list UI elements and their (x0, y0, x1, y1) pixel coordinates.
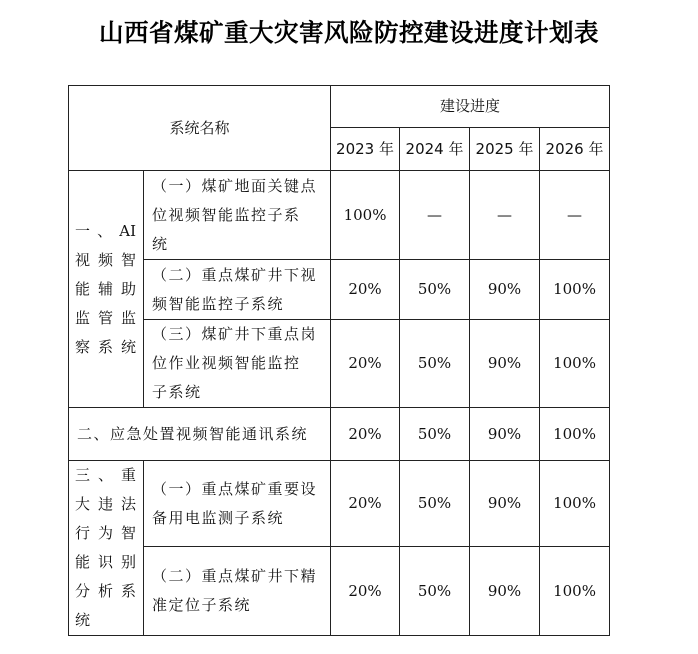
progress-value: 90% (470, 408, 540, 461)
year-header: 2025 年 (470, 128, 540, 171)
progress-value: — (400, 171, 470, 260)
category-line: 三、重 (75, 466, 136, 484)
system-name-cell: 二、应急处置视频智能通讯系统 (69, 408, 331, 461)
progress-value: 20% (331, 408, 400, 461)
table-row (69, 260, 610, 320)
category-line: 能辅助 (75, 279, 136, 298)
progress-value: 20% (331, 547, 400, 636)
category-line: 察系统 (75, 337, 136, 356)
document-title: 山西省煤矿重大灾害风险防控建设进度计划表 (99, 18, 599, 47)
subsystem-line: 位视频智能监控子系 (152, 205, 301, 224)
subsystem-line: 准定位子系统 (152, 596, 252, 614)
progress-plan-table (68, 85, 610, 636)
subsystem-line: 位作业视频智能监控 (152, 354, 301, 372)
subsystem-cell (144, 171, 331, 260)
progress-value: — (540, 171, 610, 260)
progress-value: 100% (540, 260, 610, 320)
progress-value: 100% (540, 461, 610, 547)
year-header: 2024 年 (400, 128, 470, 171)
category-line: 一、AI (75, 221, 136, 240)
progress-value: 20% (331, 260, 400, 320)
subsystem-cell (144, 547, 331, 636)
progress-value: 20% (331, 461, 400, 547)
year-header: 2023 年 (331, 128, 400, 171)
progress-value: 100% (540, 408, 610, 461)
subsystem-line: （三）煤矿井下重点岗 (152, 325, 318, 343)
table-row (69, 320, 610, 408)
category-line: 监管监 (75, 308, 136, 327)
category-line: 统 (75, 611, 91, 629)
subsystem-line: （二）重点煤矿井下精 (152, 567, 318, 585)
subsystem-cell (144, 260, 331, 320)
category-line: 行为智 (75, 524, 136, 542)
progress-value: 50% (400, 547, 470, 636)
progress-value: 100% (540, 547, 610, 636)
category-cell (69, 461, 144, 636)
category-cell (69, 171, 144, 408)
subsystem-line: 子系统 (152, 383, 202, 401)
subsystem-cell (144, 461, 331, 547)
system-name-header: 系统名称 (69, 86, 331, 171)
category-line: 能识别 (75, 553, 136, 571)
progress-value: 50% (400, 408, 470, 461)
category-line: 分析系 (75, 582, 136, 600)
subsystem-line: 统 (152, 234, 169, 253)
category-line: 视频智 (75, 250, 136, 269)
subsystem-line: （二）重点煤矿井下视 (152, 265, 318, 284)
subsystem-line: 频智能监控子系统 (152, 294, 285, 313)
subsystem-line: （一）煤矿地面关键点 (152, 176, 318, 195)
progress-value: 90% (470, 461, 540, 547)
progress-value: 90% (470, 547, 540, 636)
header-row-1 (69, 86, 610, 128)
subsystem-line: 备用电监测子系统 (152, 508, 285, 527)
year-header: 2026 年 (540, 128, 610, 171)
progress-value: 50% (400, 461, 470, 547)
table-row (69, 408, 610, 461)
progress-value: 20% (331, 320, 400, 408)
table-row (69, 171, 610, 260)
progress-value: 100% (331, 171, 400, 260)
progress-value: 50% (400, 260, 470, 320)
progress-value: 100% (540, 320, 610, 408)
progress-value: — (470, 171, 540, 260)
subsystem-cell (144, 320, 331, 408)
progress-header: 建设进度 (331, 86, 610, 128)
table-row (69, 461, 610, 547)
progress-value: 90% (470, 260, 540, 320)
progress-value: 90% (470, 320, 540, 408)
subsystem-line: （一）重点煤矿重要设 (152, 479, 318, 498)
progress-value: 50% (400, 320, 470, 408)
table-row (69, 547, 610, 636)
category-line: 大违法 (75, 495, 136, 513)
